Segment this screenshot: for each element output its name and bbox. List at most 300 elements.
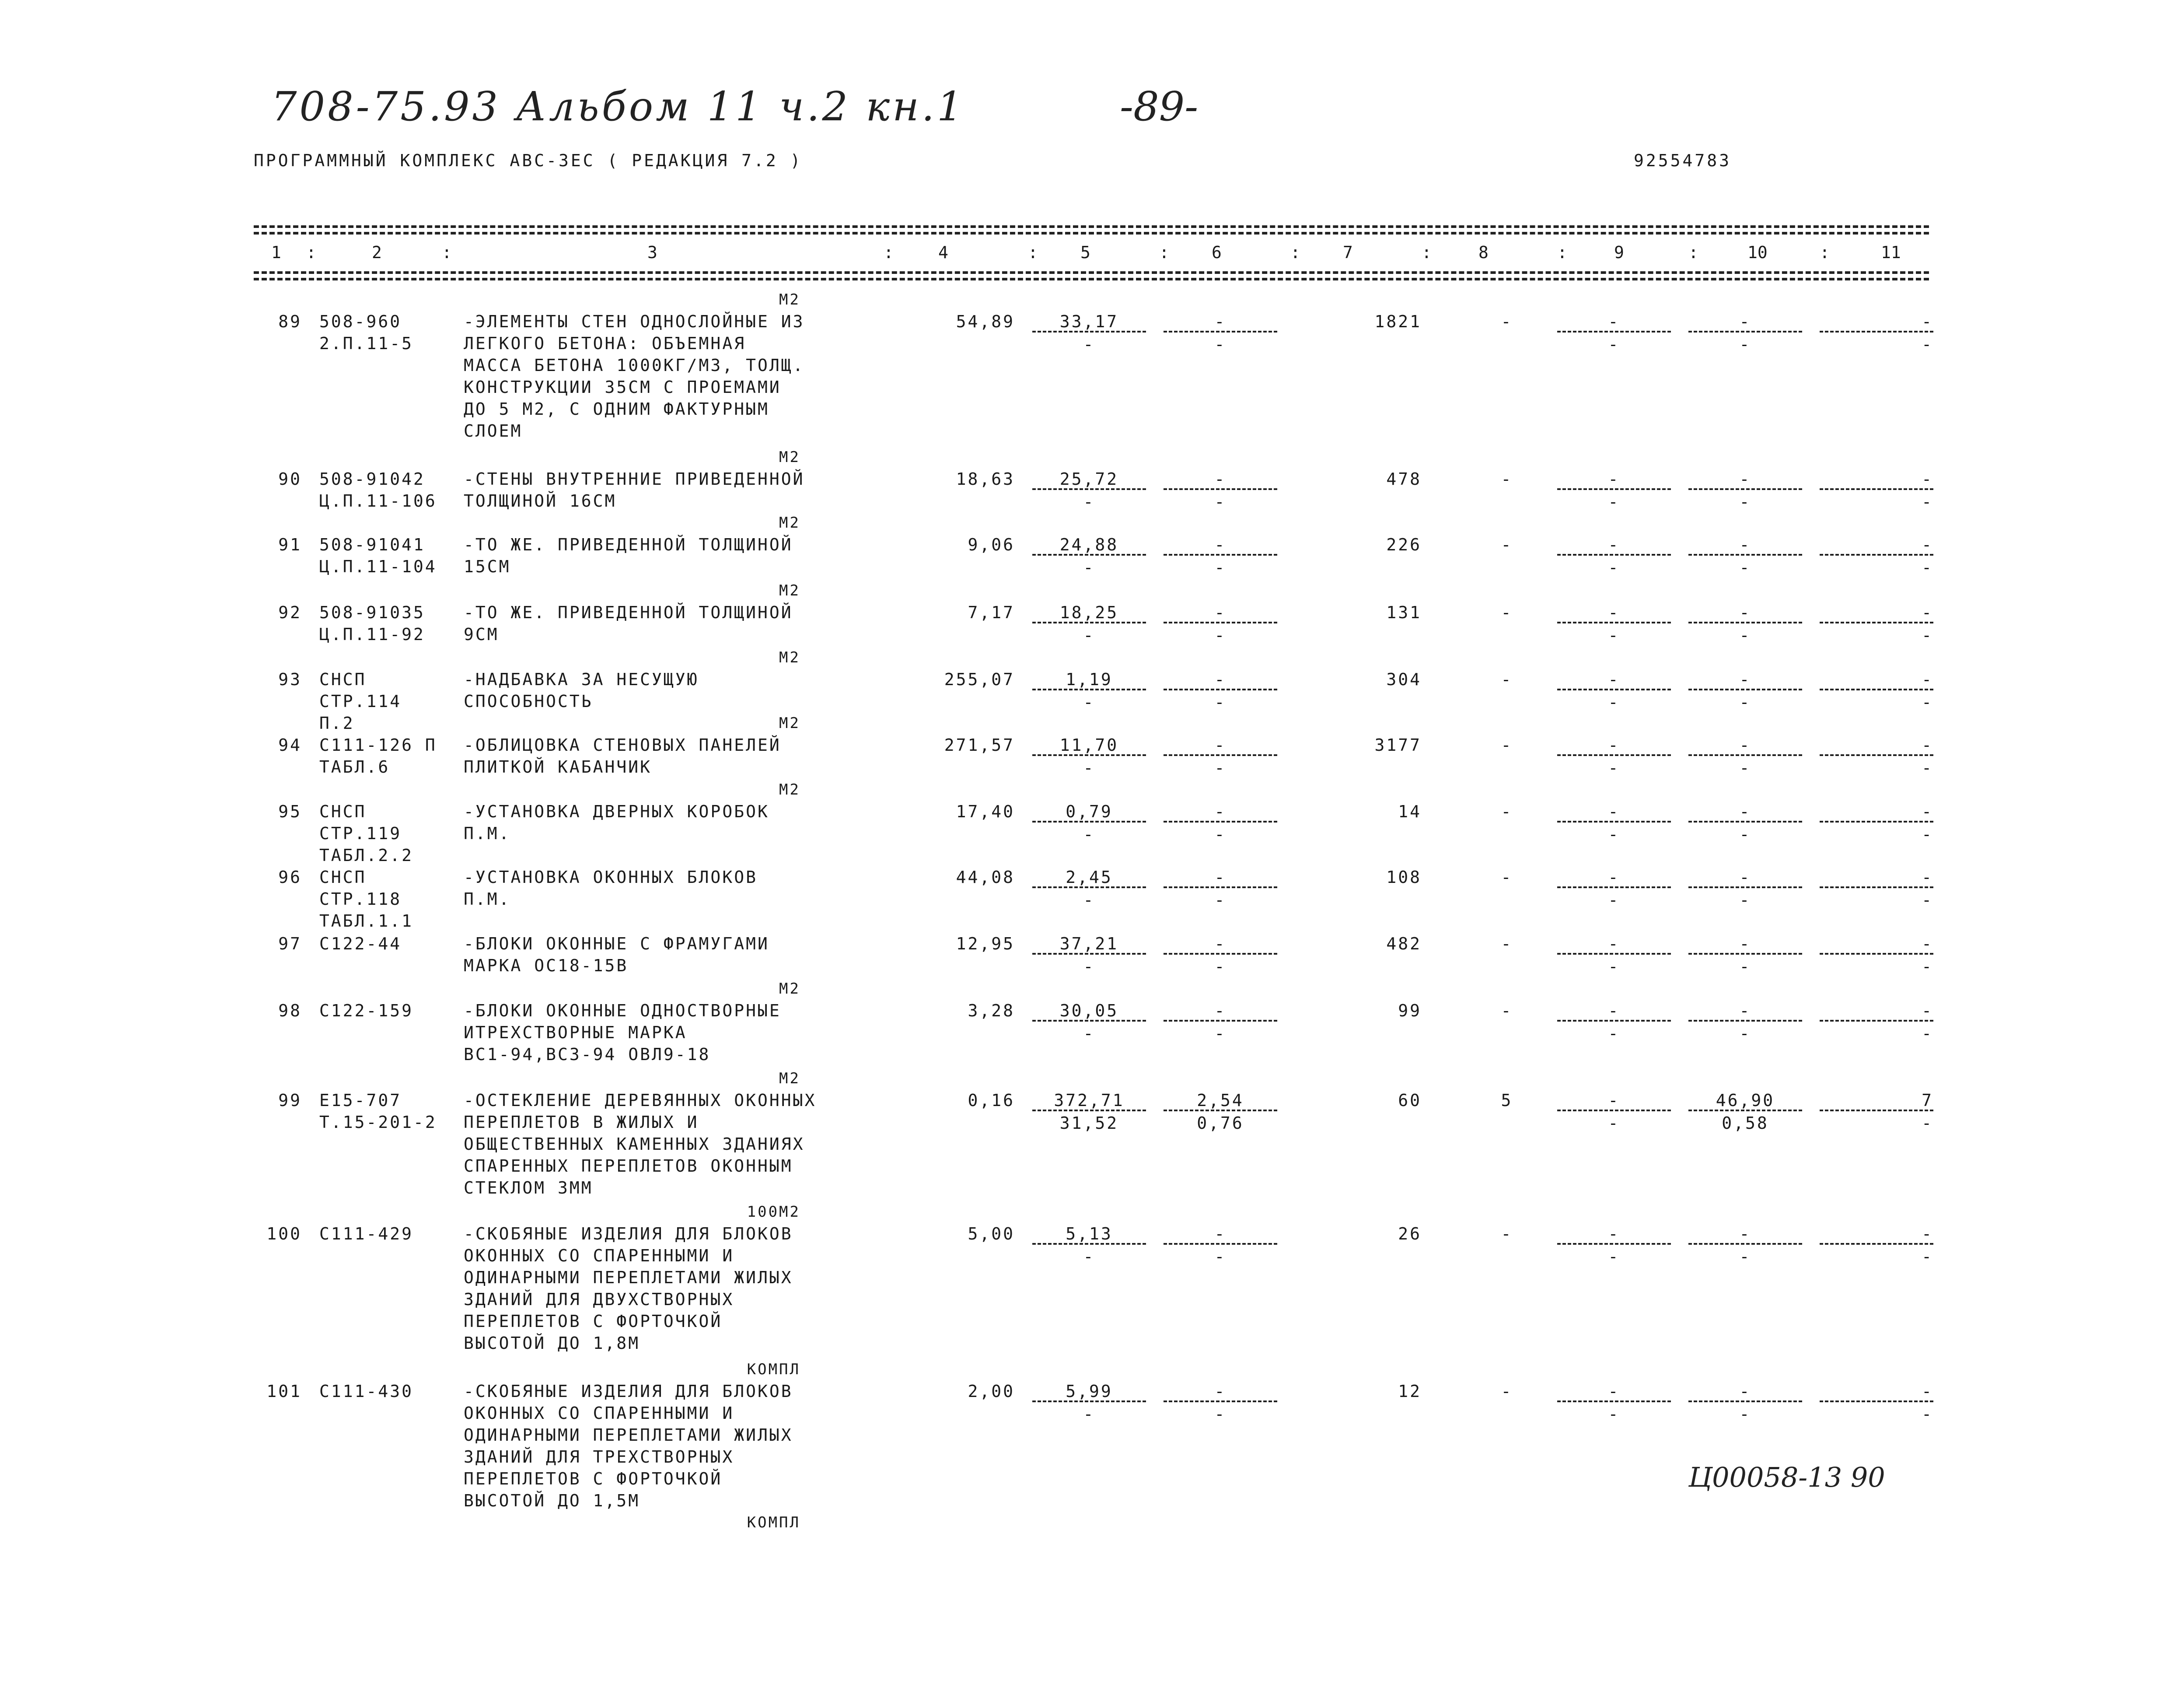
col11-lower: - xyxy=(1922,825,1933,844)
fraction-rule xyxy=(1164,1243,1277,1245)
column-separator: : xyxy=(1557,243,1567,262)
fraction-rule xyxy=(1688,622,1802,623)
quantity: 2,00 xyxy=(968,1382,1015,1401)
unit-cost: 0,79 xyxy=(1066,802,1113,821)
col10-value: - xyxy=(1739,1382,1751,1401)
work-description: СПАРЕННЫХ ПЕРЕПЛЕТОВ ОКОННЫМ xyxy=(464,1156,793,1176)
col11-value: - xyxy=(1922,1001,1933,1020)
fraction-rule xyxy=(1164,331,1277,333)
col11-lower: - xyxy=(1922,558,1933,577)
column-number: 2 xyxy=(372,243,382,262)
work-description: ЗДАНИЙ ДЛЯ ТРЕХСТВОРНЫХ xyxy=(464,1447,734,1467)
rate-code: СТР.119 xyxy=(319,824,402,843)
col6-lower: - xyxy=(1214,1024,1227,1043)
fraction-rule xyxy=(1688,1020,1802,1022)
col6-lower: - xyxy=(1214,335,1227,354)
col6-value: - xyxy=(1214,603,1227,622)
rate-code: 508-91035 xyxy=(319,603,425,622)
rate-code: Ц.П.11-92 xyxy=(319,625,425,644)
page-number: -89- xyxy=(1120,83,1199,130)
work-description: 9СМ xyxy=(464,625,499,644)
column-separator: : xyxy=(1028,243,1038,262)
col10-lower: - xyxy=(1739,693,1751,712)
fraction-rule xyxy=(1688,689,1802,690)
row-number: 92 xyxy=(278,603,302,622)
fraction-rule xyxy=(1164,1020,1277,1022)
column-separator: : xyxy=(1290,243,1300,262)
rate-code: С111-430 xyxy=(319,1382,414,1401)
work-description: ВЫСОТОЙ ДО 1,5М xyxy=(464,1491,640,1510)
col11-lower: - xyxy=(1922,1024,1933,1043)
rate-code: 508-91041 xyxy=(319,535,425,554)
col10-lower: - xyxy=(1739,492,1751,511)
unit-cost-lower: - xyxy=(1083,335,1095,354)
column-number: 1 xyxy=(271,243,281,262)
fraction-rule xyxy=(1688,331,1802,333)
col10-lower: - xyxy=(1739,1404,1751,1424)
work-description: ТОЛЩИНОЙ 16СМ xyxy=(464,491,617,511)
total-cost: 131 xyxy=(1386,603,1422,622)
fraction-rule xyxy=(1164,488,1277,490)
col6-lower: - xyxy=(1214,626,1227,645)
col8-value: - xyxy=(1501,535,1513,554)
unit-cost: 5,13 xyxy=(1066,1224,1113,1243)
col6-value: - xyxy=(1214,1224,1227,1243)
rate-code: СНСП xyxy=(319,670,367,689)
work-description: ЛЕГКОГО БЕТОНА: ОБЪЕМНАЯ xyxy=(464,334,746,353)
row-number: 100 xyxy=(266,1224,302,1243)
fraction-rule xyxy=(1820,331,1933,333)
col11-value: - xyxy=(1922,868,1933,887)
col9-lower: - xyxy=(1608,758,1620,777)
work-description: ПЛИТКОЙ КАБАНЧИК xyxy=(464,757,652,777)
column-number: 7 xyxy=(1343,243,1353,262)
total-cost: 478 xyxy=(1386,469,1422,489)
col6-value: - xyxy=(1214,868,1227,887)
unit-label: КОМПЛ xyxy=(747,1361,800,1378)
unit-cost-lower: 31,52 xyxy=(1059,1113,1119,1133)
row-number: 98 xyxy=(278,1001,302,1020)
rate-code: 2.П.11-5 xyxy=(319,334,414,353)
rate-code: ТАБЛ.2.2 xyxy=(319,846,414,865)
column-number: 9 xyxy=(1614,243,1624,262)
rate-code: 508-91042 xyxy=(319,469,425,489)
rate-code: С111-126 П xyxy=(319,735,437,755)
handwritten-stamp: Ц00058-13 90 xyxy=(1688,1461,1885,1493)
work-description: КОНСТРУКЦИИ 35СМ С ПРОЕМАМИ xyxy=(464,378,781,397)
unit-label: М2 xyxy=(779,448,800,466)
rate-code: Е15-707 xyxy=(319,1091,402,1110)
row-number: 95 xyxy=(278,802,302,821)
column-separator: : xyxy=(306,243,316,262)
row-number: 101 xyxy=(266,1382,302,1401)
fraction-rule xyxy=(1557,754,1671,756)
fraction-rule xyxy=(1164,953,1277,955)
work-description: -БЛОКИ ОКОННЫЕ С ФРАМУГАМИ xyxy=(464,934,769,953)
col8-value: - xyxy=(1501,670,1513,689)
document-number: 92554783 xyxy=(1634,151,1732,170)
work-description: ОДИНАРНЫМИ ПЕРЕПЛЕТАМИ ЖИЛЫХ xyxy=(464,1425,793,1445)
fraction-rule xyxy=(1688,821,1802,823)
fraction-rule xyxy=(1032,488,1146,490)
fraction-rule xyxy=(1164,1400,1277,1402)
col9-lower: - xyxy=(1608,626,1620,645)
col10-value: - xyxy=(1739,1001,1751,1020)
col8-value: - xyxy=(1501,735,1513,755)
col9-value: - xyxy=(1608,312,1620,331)
col8-value: - xyxy=(1501,312,1513,331)
total-cost: 26 xyxy=(1398,1224,1422,1243)
col9-lower: - xyxy=(1608,558,1620,577)
fraction-rule xyxy=(1688,554,1802,556)
row-number: 91 xyxy=(278,535,302,554)
col10-lower: - xyxy=(1739,1024,1751,1043)
fraction-rule xyxy=(1557,331,1671,333)
fraction-rule xyxy=(1032,1400,1146,1402)
total-cost: 3177 xyxy=(1374,735,1422,755)
work-description: ВЫСОТОЙ ДО 1,8М xyxy=(464,1334,640,1353)
work-description: ИТРЕХСТВОРНЫЕ МАРКА xyxy=(464,1023,687,1042)
column-separator: : xyxy=(442,243,452,262)
col6-value: - xyxy=(1214,312,1227,331)
total-cost: 14 xyxy=(1398,802,1422,821)
work-description: ОДИНАРНЫМИ ПЕРЕПЛЕТАМИ ЖИЛЫХ xyxy=(464,1268,793,1287)
fraction-rule xyxy=(1557,554,1671,556)
unit-cost: 18,25 xyxy=(1059,603,1119,622)
col10-value: - xyxy=(1739,868,1751,887)
unit-label: М2 xyxy=(779,582,800,599)
column-separator: : xyxy=(1688,243,1698,262)
col10-value: - xyxy=(1739,1224,1751,1243)
unit-cost: 5,99 xyxy=(1066,1382,1113,1401)
unit-label: КОМПЛ xyxy=(747,1514,800,1531)
col9-value: - xyxy=(1608,670,1620,689)
column-number: 3 xyxy=(647,243,657,262)
unit-label: М2 xyxy=(779,781,800,798)
row-number: 89 xyxy=(278,312,302,331)
work-description: -ТО ЖЕ. ПРИВЕДЕННОЙ ТОЛЩИНОЙ xyxy=(464,535,793,554)
fraction-rule xyxy=(1557,1400,1671,1402)
work-description: ДО 5 М2, С ОДНИМ ФАКТУРНЫМ xyxy=(464,399,769,419)
fraction-rule xyxy=(1820,1400,1933,1402)
col9-lower: - xyxy=(1608,492,1620,511)
fraction-rule xyxy=(1032,1243,1146,1245)
col6-value: - xyxy=(1214,934,1227,953)
work-description: -СКОБЯНЫЕ ИЗДЕЛИЯ ДЛЯ БЛОКОВ xyxy=(464,1382,793,1401)
unit-cost: 33,17 xyxy=(1059,312,1119,331)
col10-value: - xyxy=(1739,735,1751,755)
col10-value: - xyxy=(1739,469,1751,489)
col11-lower: - xyxy=(1922,693,1933,712)
col11-value: 7 xyxy=(1922,1091,1933,1110)
row-number: 96 xyxy=(278,868,302,887)
col9-value: - xyxy=(1608,1224,1620,1243)
fraction-rule xyxy=(1688,1110,1802,1111)
col11-value: - xyxy=(1922,1224,1933,1243)
column-separator: : xyxy=(1159,243,1169,262)
quantity: 44,08 xyxy=(956,868,1015,887)
rate-code: С122-44 xyxy=(319,934,402,953)
work-description: -ОБЛИЦОВКА СТЕНОВЫХ ПАНЕЛЕЙ xyxy=(464,735,781,755)
fraction-rule xyxy=(1688,754,1802,756)
col6-lower: - xyxy=(1214,890,1227,910)
unit-label: 100М2 xyxy=(747,1203,800,1221)
fraction-rule xyxy=(1164,754,1277,756)
rate-code: С122-159 xyxy=(319,1001,414,1020)
col6-lower: - xyxy=(1214,825,1227,844)
fraction-rule xyxy=(1032,821,1146,823)
col10-value: - xyxy=(1739,670,1751,689)
unit-label: М2 xyxy=(779,1070,800,1087)
column-number: 8 xyxy=(1478,243,1489,262)
col6-lower: 0,76 xyxy=(1197,1113,1244,1133)
col9-value: - xyxy=(1608,735,1620,755)
unit-label: М2 xyxy=(779,980,800,998)
unit-cost: 37,21 xyxy=(1059,934,1119,953)
rate-code: ТАБЛ.1.1 xyxy=(319,911,414,931)
col6-lower: - xyxy=(1214,693,1227,712)
col10-value: - xyxy=(1739,802,1751,821)
work-description: ОБЩЕСТВЕННЫХ КАМЕННЫХ ЗДАНИЯХ xyxy=(464,1134,805,1154)
col11-value: - xyxy=(1922,535,1933,554)
col9-lower: - xyxy=(1608,957,1620,976)
col10-lower: - xyxy=(1739,335,1751,354)
fraction-rule xyxy=(1688,953,1802,955)
total-cost: 1821 xyxy=(1374,312,1422,331)
row-number: 94 xyxy=(278,735,302,755)
col10-lower: - xyxy=(1739,825,1751,844)
work-description: МАРКА ОС18-15В xyxy=(464,956,629,975)
col9-value: - xyxy=(1608,1001,1620,1020)
quantity: 255,07 xyxy=(944,670,1015,689)
col8-value: - xyxy=(1501,802,1513,821)
unit-cost: 25,72 xyxy=(1059,469,1119,489)
column-separator: : xyxy=(884,243,894,262)
unit-cost: 11,70 xyxy=(1059,735,1119,755)
fraction-rule xyxy=(1032,331,1146,333)
rate-code: 508-960 xyxy=(319,312,402,331)
rate-code: ТАБЛ.6 xyxy=(319,757,390,777)
col9-value: - xyxy=(1608,868,1620,887)
col6-lower: - xyxy=(1214,558,1227,577)
col9-value: - xyxy=(1608,1382,1620,1401)
fraction-rule xyxy=(1557,488,1671,490)
column-number: 11 xyxy=(1881,243,1901,262)
total-cost: 108 xyxy=(1386,868,1422,887)
fraction-rule xyxy=(1557,1243,1671,1245)
col6-lower: - xyxy=(1214,1247,1227,1266)
col9-lower: - xyxy=(1608,1113,1620,1133)
fraction-rule xyxy=(1032,689,1146,690)
fraction-rule xyxy=(1820,886,1933,888)
work-description: СТЕКЛОМ 3ММ xyxy=(464,1178,593,1197)
col9-lower: - xyxy=(1608,825,1620,844)
work-description: П.М. xyxy=(464,824,511,843)
fraction-rule xyxy=(1032,886,1146,888)
column-separator: : xyxy=(1820,243,1830,262)
fraction-rule xyxy=(1820,1243,1933,1245)
work-description: -СТЕНЫ ВНУТРЕННИЕ ПРИВЕДЕННОЙ xyxy=(464,469,805,489)
unit-cost-lower: - xyxy=(1083,957,1095,976)
rate-code: Ц.П.11-106 xyxy=(319,491,437,511)
col11-lower: - xyxy=(1922,957,1933,976)
col11-value: - xyxy=(1922,312,1933,331)
work-description: ПЕРЕПЛЕТОВ С ФОРТОЧКОЙ xyxy=(464,1469,723,1488)
quantity: 7,17 xyxy=(968,603,1015,622)
col6-value: - xyxy=(1214,469,1227,489)
fraction-rule xyxy=(1164,622,1277,623)
total-cost: 60 xyxy=(1398,1091,1422,1110)
unit-cost: 24,88 xyxy=(1059,535,1119,554)
col11-lower: - xyxy=(1922,890,1933,910)
work-description: СЛОЕМ xyxy=(464,421,523,441)
fraction-rule xyxy=(1688,1400,1802,1402)
col6-value: - xyxy=(1214,802,1227,821)
fraction-rule xyxy=(1820,1020,1933,1022)
col8-value: - xyxy=(1501,868,1513,887)
col8-value: - xyxy=(1501,1224,1513,1243)
total-cost: 304 xyxy=(1386,670,1422,689)
unit-label: М2 xyxy=(779,649,800,666)
fraction-rule xyxy=(1820,821,1933,823)
rate-code: СТР.114 xyxy=(319,692,402,711)
column-number: 6 xyxy=(1212,243,1222,262)
quantity: 12,95 xyxy=(956,934,1015,953)
col9-value: - xyxy=(1608,603,1620,622)
fraction-rule xyxy=(1032,622,1146,623)
col11-lower: - xyxy=(1922,1113,1933,1133)
unit-label: М2 xyxy=(779,514,800,532)
col6-value: - xyxy=(1214,670,1227,689)
col8-value: - xyxy=(1501,1001,1513,1020)
col6-lower: - xyxy=(1214,1404,1227,1424)
quantity: 18,63 xyxy=(956,469,1015,489)
unit-cost-lower: - xyxy=(1083,693,1095,712)
unit-cost-lower: - xyxy=(1083,1404,1095,1424)
fraction-rule xyxy=(1032,1110,1146,1111)
total-cost: 482 xyxy=(1386,934,1422,953)
total-cost: 99 xyxy=(1398,1001,1422,1020)
unit-cost: 2,45 xyxy=(1066,868,1113,887)
fraction-rule xyxy=(1688,1243,1802,1245)
col11-lower: - xyxy=(1922,335,1933,354)
fraction-rule xyxy=(1820,754,1933,756)
col9-lower: - xyxy=(1608,890,1620,910)
fraction-rule xyxy=(1557,1110,1671,1111)
col9-lower: - xyxy=(1608,335,1620,354)
col11-value: - xyxy=(1922,934,1933,953)
fraction-rule xyxy=(1820,1110,1933,1111)
col6-value: - xyxy=(1214,735,1227,755)
album-reference: 708-75.93 Альбом 11 ч.2 кн.1 xyxy=(271,83,965,130)
rate-code: СНСП xyxy=(319,802,367,821)
column-number: 5 xyxy=(1080,243,1090,262)
work-description: ПЕРЕПЛЕТОВ С ФОРТОЧКОЙ xyxy=(464,1312,723,1331)
col6-value: - xyxy=(1214,535,1227,554)
col9-value: - xyxy=(1608,1091,1620,1110)
fraction-rule xyxy=(1820,622,1933,623)
col9-value: - xyxy=(1608,535,1620,554)
unit-cost: 372,71 xyxy=(1054,1091,1125,1110)
unit-cost-lower: - xyxy=(1083,1247,1095,1266)
unit-cost: 1,19 xyxy=(1066,670,1113,689)
col10-lower: - xyxy=(1739,957,1751,976)
work-description: ОКОННЫХ СО СПАРЕННЫМИ И xyxy=(464,1246,734,1265)
rate-code: СНСП xyxy=(319,868,367,887)
work-description: ВС1-94,ВС3-94 ОВЛ9-18 xyxy=(464,1045,711,1064)
fraction-rule xyxy=(1557,622,1671,623)
column-number: 4 xyxy=(938,243,948,262)
fraction-rule xyxy=(1688,886,1802,888)
unit-cost-lower: - xyxy=(1083,1024,1095,1043)
col10-value: - xyxy=(1739,535,1751,554)
col10-value: - xyxy=(1739,312,1751,331)
col10-value: 46,90 xyxy=(1716,1091,1775,1110)
work-description: СПОСОБНОСТЬ xyxy=(464,692,593,711)
quantity: 5,00 xyxy=(968,1224,1015,1243)
fraction-rule xyxy=(1820,689,1933,690)
quantity: 3,28 xyxy=(968,1001,1015,1020)
col9-lower: - xyxy=(1608,1247,1620,1266)
unit-cost-lower: - xyxy=(1083,492,1095,511)
col6-lower: - xyxy=(1214,758,1227,777)
work-description: -БЛОКИ ОКОННЫЕ ОДНОСТВОРНЫЕ xyxy=(464,1001,781,1020)
fraction-rule xyxy=(1820,953,1933,955)
work-description: -ТО ЖЕ. ПРИВЕДЕННОЙ ТОЛЩИНОЙ xyxy=(464,603,793,622)
unit-label: М2 xyxy=(779,714,800,732)
rate-code: Т.15-201-2 xyxy=(319,1113,437,1132)
fraction-rule xyxy=(1557,953,1671,955)
col10-lower: 0,58 xyxy=(1722,1113,1769,1133)
total-cost: 12 xyxy=(1398,1382,1422,1401)
col6-value: - xyxy=(1214,1001,1227,1020)
col10-lower: - xyxy=(1739,626,1751,645)
col10-lower: - xyxy=(1739,890,1751,910)
col10-lower: - xyxy=(1739,558,1751,577)
program-title: ПРОГРАММНЫЙ КОМПЛЕКС АВС-ЗЕС ( РЕДАКЦИЯ 7.2 ) xyxy=(254,151,803,170)
col11-value: - xyxy=(1922,469,1933,489)
unit-cost-lower: - xyxy=(1083,558,1095,577)
unit-cost-lower: - xyxy=(1083,626,1095,645)
col8-value: - xyxy=(1501,934,1513,953)
quantity: 0,16 xyxy=(968,1091,1015,1110)
table-top-rule-2 xyxy=(254,232,1929,235)
col9-lower: - xyxy=(1608,693,1620,712)
col8-value: - xyxy=(1501,603,1513,622)
row-number: 90 xyxy=(278,469,302,489)
unit-cost-lower: - xyxy=(1083,758,1095,777)
fraction-rule xyxy=(1032,1020,1146,1022)
unit-cost-lower: - xyxy=(1083,890,1095,910)
col11-value: - xyxy=(1922,670,1933,689)
col8-value: - xyxy=(1501,469,1513,489)
col11-lower: - xyxy=(1922,626,1933,645)
work-description: МАССА БЕТОНА 1000КГ/М3, ТОЛЩ. xyxy=(464,356,805,375)
unit-label: М2 xyxy=(779,291,800,308)
work-description: ОКОННЫХ СО СПАРЕННЫМИ И xyxy=(464,1404,734,1423)
fraction-rule xyxy=(1820,488,1933,490)
col8-value: - xyxy=(1501,1382,1513,1401)
work-description: -НАДБАВКА ЗА НЕСУЩУЮ xyxy=(464,670,699,689)
work-description: ЗДАНИЙ ДЛЯ ДВУХСТВОРНЫХ xyxy=(464,1290,734,1309)
col11-lower: - xyxy=(1922,1404,1933,1424)
fraction-rule xyxy=(1820,554,1933,556)
quantity: 9,06 xyxy=(968,535,1015,554)
rate-code: С111-429 xyxy=(319,1224,414,1243)
col11-value: - xyxy=(1922,802,1933,821)
col6-value: 2,54 xyxy=(1197,1091,1244,1110)
col11-value: - xyxy=(1922,603,1933,622)
